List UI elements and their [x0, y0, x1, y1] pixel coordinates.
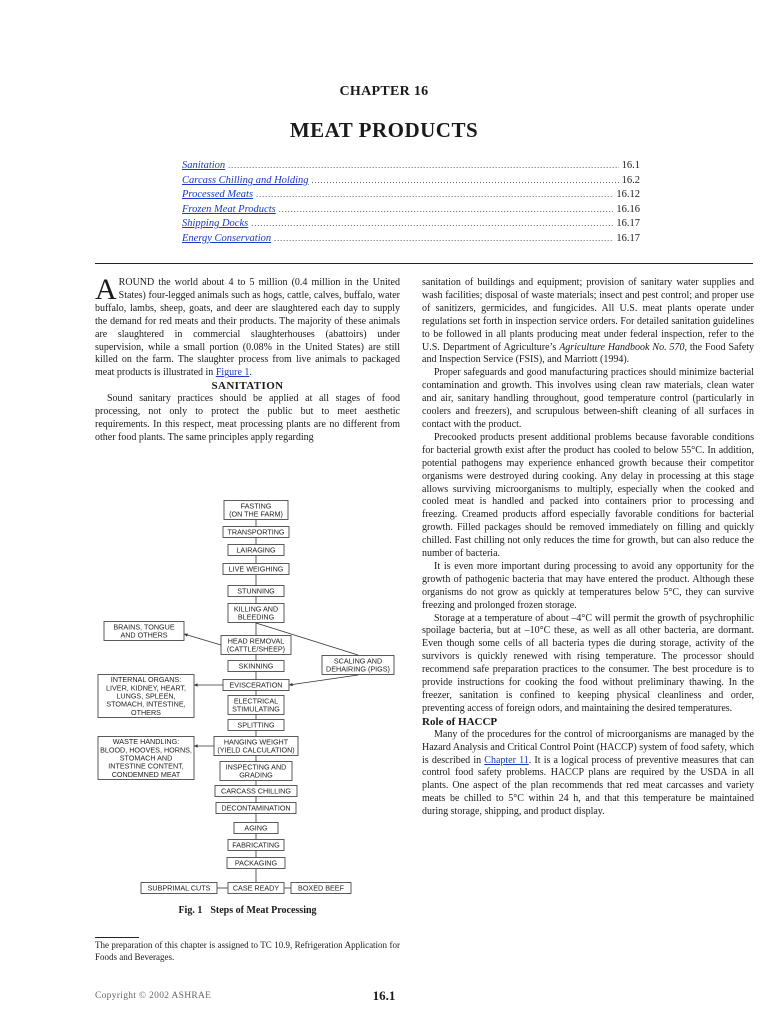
toc-page: 16.17 — [616, 232, 640, 244]
toc-row — [182, 233, 640, 248]
flow-output — [291, 883, 351, 894]
svg-text:TRANSPORTING: TRANSPORTING — [227, 527, 285, 537]
paragraph: Storage at a temperature of about –4°C will permit the growth of psychrophilic spoilage bacteria, but at –10°C these, as well as all other bacteria, are dormant. Even though some cells of all bacteria types die during storage, activity of the survivors is quickly renewed with rising temperature. The processor should recommend safe preparation practices to the consumer. The best procedure is to provide instructions for cooking the food without preliminary thawing. In the freezer, sanitation is confined to keeping physical cleanliness and order, preventing access of foreign odors, and maintaining the desired temperatures. — [422, 612, 754, 714]
flowchart-svg — [95, 495, 400, 905]
flow-step — [214, 737, 298, 756]
svg-text:INTERNAL ORGANS:LIVER, KIDNEY,: INTERNAL ORGANS: LIVER, KIDNEY, HEART, LUNGS, SPLEEN, STOMACH, INTESTINE, OTHERS — [105, 675, 187, 717]
figure-1-link[interactable]: Figure 1 — [215, 367, 250, 379]
svg-text:FABRICATING: FABRICATING — [232, 840, 280, 850]
header-divider — [95, 263, 753, 264]
flow-step — [228, 720, 284, 731]
right-column — [422, 277, 754, 819]
flow-step — [223, 564, 289, 575]
toc-link-carcass-chilling[interactable]: Carcass Chilling and Holding — [182, 174, 309, 186]
paragraph: sanitation of buildings and equipment; provision of sanitary water supplies and wash facilities; disposal of waste materials; insect and pest control; and proper use of sanitizers, germicides, and fungicides. All U.S. meat plants operate under regulations set forth in inspection service orders. For detailed sanitation guidelines to be followed in all plants producing meat under federal inspection, refer to the U.S. Department of Agriculture’s Agriculture Handbook No. 570, the Food Safety and Inspection Service (FSIS), and Marriott (1994). — [422, 277, 755, 366]
figure-caption: Fig. 1 Steps of Meat Processing — [178, 905, 317, 916]
flow-step — [228, 545, 284, 556]
flow-side-step — [322, 656, 394, 675]
flow-byproduct — [98, 675, 194, 718]
toc-link-processed-meats[interactable]: Processed Meats — [182, 189, 254, 200]
copyright: Copyright © 2002 ASHRAE — [95, 991, 212, 1001]
flow-step — [228, 661, 284, 672]
flow-arrowhead — [194, 744, 198, 747]
page-number: 16.1 — [372, 988, 396, 1003]
subsection-heading-haccp: Role of HACCP — [422, 715, 498, 728]
paragraph: Proper safeguards and good manufacturing practices should minimize bacterial contamination and growth. This involves using clean raw materials, clean water and air, sanitary handling throughout, good temperature control (particularly in coolers and freezers), and scrupulous between-shift cleaning of all surfaces in contact with the product. — [422, 367, 754, 430]
svg-text:SPLITTING: SPLITTING — [237, 720, 275, 730]
svg-text:BOXED BEEF: BOXED BEEF — [298, 883, 344, 893]
toc-row — [182, 189, 640, 204]
flow-step — [215, 786, 297, 797]
left-column — [95, 273, 400, 445]
toc-page: 16.16 — [616, 203, 640, 215]
svg-text:SCALING ANDDEHAIRING (PIGS): SCALING AND DEHAIRING (PIGS) — [326, 656, 390, 674]
paragraph: Precooked products present additional problems because favorable conditions for bacterial growth exist after the product has cooled to below 55°C. In addition, potential pathogens may experience enhanced growth because their competitor organisms were destroyed during cooking. Any delay in processing at this stage allows surviving microorganisms to multiply, especially when the cooked and cooled meat is handled and packed into containers prior to processing and freezing. Creamed products afford especially favorable conditions for bacterial growth. Filled packages should be removed immediately on filling and quickly chilled. Fast chilling not only reduces the time for growth, but can also reduce the number of bacteria. — [422, 431, 754, 560]
footnote-divider — [95, 937, 139, 938]
svg-text:CASE READY: CASE READY — [232, 883, 280, 893]
flow-connector — [184, 634, 221, 645]
flow-step — [228, 586, 284, 597]
intro-paragraph: AROUND the world about 4 to 5 million (0.4 million in the United States) four-legged animals such as hogs, cattle, calves, buffalo, water buffalo, lambs, sheep, goats, and deer are slaughtered each day to supply the demand for red meats and their products. The majority of these animals are slaughtered in commercial slaughterhouses (abattoirs) under supervision, while a small portion (0.08% in the United States) are still killed on the farm. The slaughter process from live animals to packaged meat products is illustrated in Figure 1. — [95, 273, 400, 379]
svg-text:STUNNING: STUNNING — [237, 586, 275, 596]
svg-text:AGING: AGING — [244, 823, 268, 833]
toc-page: 16.1 — [621, 160, 640, 171]
figure-1-flowchart — [95, 495, 400, 905]
flow-step — [216, 803, 296, 814]
toc-page: 16.2 — [621, 174, 640, 186]
svg-text:ELECTRICALSTIMULATING: ELECTRICAL STIMULATING — [232, 696, 280, 714]
toc-link-frozen-meat[interactable]: Frozen Meat Products — [182, 203, 276, 215]
svg-text:HANGING WEIGHT(YIELD CALCULATI: HANGING WEIGHT (YIELD CALCULATION) — [217, 737, 295, 755]
svg-text:LAIRAGING: LAIRAGING — [236, 545, 276, 555]
flow-step — [228, 604, 284, 623]
flow-arrowhead — [194, 683, 198, 686]
toc-row — [182, 175, 640, 190]
svg-text:KILLING ANDBLEEDING: KILLING AND BLEEDING — [233, 604, 279, 622]
chapter-label: CHAPTER 16 — [339, 84, 429, 99]
svg-text:SUBPRIMAL CUTS: SUBPRIMAL CUTS — [147, 883, 211, 893]
flow-step — [228, 696, 284, 715]
svg-text:SKINNING: SKINNING — [238, 661, 274, 671]
toc-link-shipping-docks[interactable]: Shipping Docks — [182, 218, 249, 229]
drop-cap: A — [95, 273, 117, 306]
flow-step — [223, 527, 289, 538]
table-of-contents — [182, 160, 640, 247]
section-heading-sanitation: SANITATION — [211, 380, 284, 393]
svg-text:HEAD REMOVAL(CATTLE/SHEEP): HEAD REMOVAL (CATTLE/SHEEP) — [226, 636, 286, 654]
flow-step — [224, 501, 288, 520]
toc-row — [182, 204, 640, 219]
flow-step — [220, 762, 292, 781]
flow-step — [221, 636, 291, 655]
sanitation-paragraph: Sound sanitary practices should be applied at all stages of food processing, not only to protect the public but to meet aesthetic requirements. In this respect, meat processing plants are no different from other food plants. The same principles apply regarding — [95, 393, 400, 443]
flow-step — [228, 840, 284, 851]
flow-output — [141, 883, 217, 894]
flow-output — [228, 883, 284, 894]
toc-link-sanitation[interactable]: Sanitation — [182, 160, 226, 171]
chapter-11-link[interactable]: Chapter 11 — [484, 754, 529, 766]
paragraph: Many of the procedures for the control of microorganisms are managed by the Hazard Analysis and Critical Control Point (HACCP) system of food safety, which is described in Chapter 11. It is a logical process of preventive measures that can control food safety problems. HACCP plans are required by the USDA in all plants. One aspect of the plan recommends that red meat carcasses and variety meats be chilled to 5°C within 24 h, and that this temperature be maintained during storage, shipping, and product display. — [422, 728, 754, 818]
flow-step — [227, 858, 285, 869]
flow-arrowhead — [289, 683, 293, 686]
svg-text:CARCASS CHILLING: CARCASS CHILLING — [221, 786, 291, 796]
flow-byproduct — [104, 622, 184, 641]
flow-step — [223, 680, 289, 691]
chapter-title: MEAT PRODUCTS — [289, 118, 479, 142]
flow-step — [234, 823, 278, 834]
svg-text:BRAINS, TONGUEAND OTHERS: BRAINS, TONGUE AND OTHERS — [113, 622, 175, 640]
footnote: The preparation of this chapter is assigned to TC 10.9, Refrigeration Application for Foods and Beverages. — [95, 940, 400, 962]
toc-page: 16.17 — [616, 218, 640, 229]
toc-page: 16.12 — [616, 189, 640, 200]
svg-text:PACKAGING: PACKAGING — [234, 858, 278, 868]
svg-text:LIVE WEIGHING: LIVE WEIGHING — [228, 564, 284, 574]
flow-byproduct — [98, 737, 194, 780]
svg-text:DECONTAMINATION: DECONTAMINATION — [221, 803, 291, 813]
paragraph: It is even more important during processing to avoid any opportunity for the growth of pathogenic bacteria that may have entered the product. Although these organisms do not grow as quickly at temperatures below 5°C, they can survive freezing and prolonged frozen storage. — [422, 560, 754, 611]
svg-text:EVISCERATION: EVISCERATION — [229, 680, 283, 690]
flow-connector — [289, 675, 358, 685]
svg-text:FASTING(ON THE FARM): FASTING (ON THE FARM) — [229, 501, 283, 519]
svg-text:WASTE HANDLING:BLOOD, HOOVES,: WASTE HANDLING: BLOOD, HOOVES, HORNS, STOMACH AND INTESTINE CONTENT, CONDEMNED MEAT — [100, 737, 192, 779]
svg-text:INSPECTING ANDGRADING: INSPECTING AND GRADING — [225, 762, 287, 780]
toc-row — [182, 218, 640, 233]
toc-link-energy-conservation[interactable]: Energy Conservation — [182, 232, 272, 244]
toc-row — [182, 160, 640, 175]
